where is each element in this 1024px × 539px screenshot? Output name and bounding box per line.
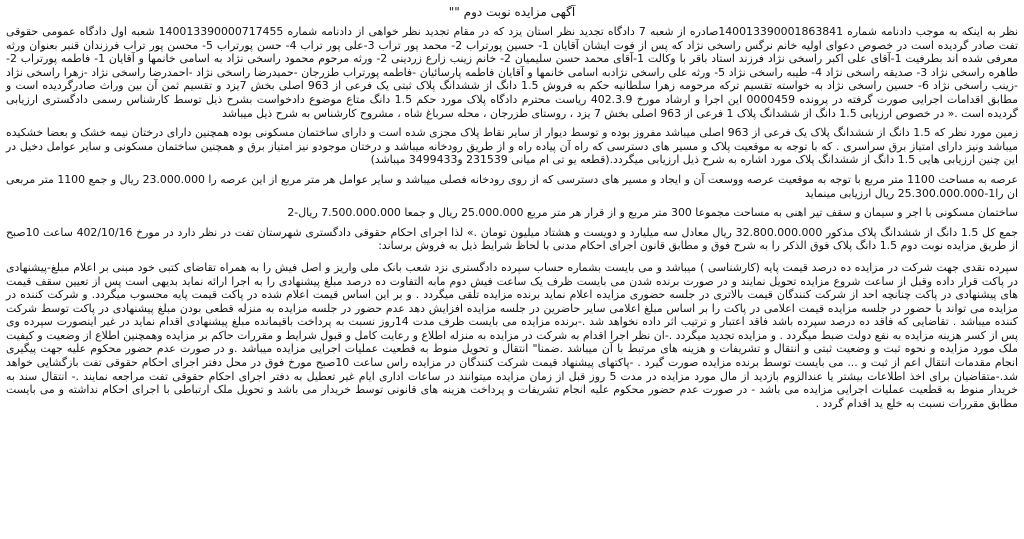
paragraph-case-background: نظر به اینکه به موجب دادنامه شماره 140013390001863841صادره از شعبه 7 دادگاه تجدید نظر استان یزد که در مقام تجدید نظر خواهی از دادنامه شماره 140013390000717455 شعبه اول دادگاه عمومی حقوقی تفت صادر گردیده است در خصوص دعوای اولیه خانم نرگس راسخی نژاد که پس از فوت ایشان آقایان 1- حسین پورتراب 2- محمد پور تراب 3-علی پور تراب 4- حسن پورتراب 5- محسن پور تراب فرزندان قنبر بعنوان ورثه معرفی شده اند بطرفیت 1-آقای علی اکبر راسخی نژاد فرزند استاد باقر با وکالت 1-آقای محمد حسن سلیمیان 2- خانم زینب زارع زردینی 2- ورثه مرحوم محمود راسخی نژاد به اسامی خانمها و آقایان 1- فاطمه پورتراب 2- طاهره راسخی نژاد 3- صدیقه راسخی نژاد 4- طیبه راسخی نژاد 5- ورثه علی راسخی نژادبه اسامی خانمها و آقایان فاطمه پارسائیان -فاطمه پورتراب طزرجان -حمیدرضا راسخی نژاد -احمدرضا راسخی نژاد -زهرا راسخی نژاد -زینب راسخی نژاد 6- حسین راسخی نژاد به خواسته تقسیم ترکه مرحومه زهرا سلطانیه حکم به فروش 1.5 دانگ از ششدانگ پلاک ثبتی یک فرعی از 963 اصلی بخش 7یزد و تقسیم ثمن آن بین وراث صادرگردیده است و مطابق اقدامات اجرایی صورت گرفته در پرونده 0000459 این اجرا و ارشاد مورخ 402.3.9 ریاست محترم دادگاه پلاک مورد حکم 1.5 دانگ متاع موضوع دادخواست بشرح ذیل توسط کارشناس رسمی دادگستری ارزیابی گردیده است .« در خصوص ارزیابی 1.5 دانگ از ششدانگ پلاک 1 فرعی از 963 اصلی بخش 7 یزد ، روستای طزرجان ، محله سرباغ شاه ، مشروح کارشناس به شرح ذیل میباشد [6,25,1019,120]
paragraph-property-description: زمین مورد نظر که 1.5 دانگ از ششدانگ پلاک یک فرعی از 963 اصلی میباشد مفروز بوده و توسط دیوار از سایر نقاط پلاک مجزی شده است و دارای ساختمان مسکونی بوده همچنین دارای درختان نیمه خشک و بعضا خشکیده میباشد ونیز دارای امتیاز برق سراسری . که با توجه به موقعیت پلاک و مسیر های دسترسی که راه آن پیاده راه و از طریق رودخانه میباشد و درختان موجودو نیز امتیاز برق و همچنین ساختمان مسکونی و سایر عوامل دخیل در این چنین ارزیابی هایی 1.5 دانگ از ششدانگ پلاک مورد اشاره به شرح ذیل ارزیابی میگردد.(قطعه یو تی ام میانی 231539 و3499433 میباشد) [6,126,1018,167]
notice-title: آگهی مزایده نوبت دوم "" [448,5,576,19]
paragraph-total-and-auction-date: جمع کل 1.5 دانگ از ششدانگ پلاک مذکور 32.800.000.000 ریال معادل سه میلیارد و دویست و هشتاد میلیون تومان .» لذا اجرای احکام حقوقی دادگستری شهرستان تفت در نظر دارد در مورخ 402/10/16 ساعت 10صبح از طریق مزایده نوبت دوم 1.5 دانگ پلاک فوق الذکر را به شرح فوق و مطابق قانون اجرای احکام مدنی با لحاظ شرایط ذیل به فروش برساند: [6,225,1019,253]
paragraph-building-valuation: ساختمان مسکونی با اجر و سیمان و سقف تیر اهنی به مساحت مجموعا 300 متر مربع و از قرار هر متر مربع 25.000.000 ریال و جمعا 7.500.000.000 ریال-2 [287,206,1018,220]
paragraph-auction-conditions: سپرده نقدی جهت شرکت در مزایده ده درصد قیمت پایه (کارشناسی ) میباشد و می بایست بشماره حساب سپرده دادگستری نزد شعب بانک ملی واریز و اصل فیش را به همراه تقاضای کتبی خود مبنی بر اعلام مبلغ-پیشنهادی در پاکت قرار داده وقبل از ساعت شروع مزایده تحویل نمایند و در صورت برنده شدن می بایست ظرف یک ساعت فیش دوم مابه التفاوت ده درصد مبلغ پیشنهادی را به اجرا ارائه نماید بدیهی است پس از تعیین سقف قیمت های پیشنهادی در پاکت چنانچه احد از شرکت کنندگان قیمت بالاتری در جلسه حضوری مزایده اعلام نماید برنده مزایده تلقی میگردد . و بر این اساس قیمت اعلام شده در پاکت قیمت پایه محسوب میگردد. و شرکت کننده در مزایده می تواند با حضور در جلسه مزایده قیمت اعلامی در پاکت را بر اساس مبلغ اعلامی سایر حاضرین در جلسه مزایده افزایش دهد عدم حضور در جلسه مزایده به منزله قطعی بودن مبلغ پیشنهادی در پاکت توسط شرکت کننده میباشد . تقاضایی که فاقد ده درصد سپرده باشد فاقد اعتبار و ترتیب اثر داده نخواهد شد .-برنده مزایده می بایست ظرف مدت 14روز نسبت به پرداخت باقیمانده مبلغ پیشنهادی اقدام نماید در غیر اینصورت سپرده وی پس از کسر هزینه مزایده به نفع دولت ضبط میگردد . و مزایده تجدید میگردد .-ان نظر اجرا اقدام به شرکت در مزایده به منزله اطلاع و رعایت کامل و قبول شرایط و مقررات حاکم بر مزایده وهمچنین اطلاع از وضعیت و کیفیت ملک مورد مزایده و نحوه ثبت و وضعیت ثبتی و انتقال و تشریفات و هزینه های مرتبط با آن میباشد .ضمنا" انتقال و تحویل منوط به قطعیت عملیات اجرایی مزایده میباشد .و در صورت عدم حضور محکوم علیه جهت پیگیری انجام مقدمات انتقال اعم از ثبت و ... می بایست توسط برنده مزایده صورت گیرد . -پاکتهای پیشنهاد قیمت شرکت کنندگان در مزایده راس ساعت 10صبح مورخ فوق در محل دفتر اجرای احکام حقوقی تفت بازگشایی خواهد شد.-متقاضیان برای اخذ اطلاعات بیشتر یا عندالزوم بازدید از مال مورد مزایده در مدت 5 روز قبل از زمان مزایده میتوانند در ساعات اداری ایام غیر تعطیل به دفتر اجرای احکام حقوقی تفت مراجعه نمایند .- انتقال سند به خریدار منوط به قطعیت عملیات اجرایی مزایده می باشد - در صورت عدم حضور محکوم علیه انجام تشریفات و پرداخت هزینه های قانونی توسط خریدار می باشد و تحویل ملک ارتباطی با اجرای احکام نداشته و می بایست مطابق مقررات نسبت به خلع ید اقدام گردد . [6,260,1018,410]
paragraph-land-valuation: عرصه به مساحت 1100 متر مربع با توجه به موقعیت عرصه ووسعت آن و ایجاد و مسیر های دسترسی که از روی رودخانه فصلی میباشد و سایر عوامل هر متر مربع از این عرصه را 23.000.000 ریال و جمع 1100 متر مربعی ان را1-25.300.000.000 ریال ارزیابی مینماید [6,172,1018,200]
